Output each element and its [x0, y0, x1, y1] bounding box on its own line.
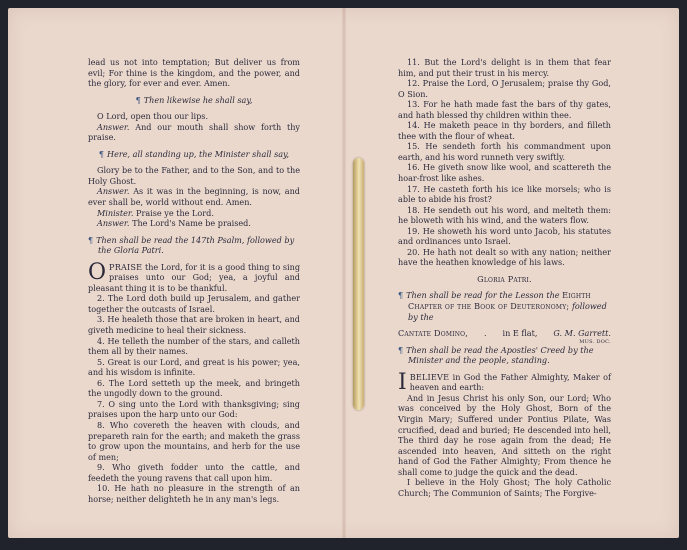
dropcap-o: O: [88, 259, 107, 285]
psalm-verse: 7. O sing unto the Lord with thanksgiving; sing praises upon the harp unto our God:: [88, 398, 300, 420]
composer-degree: MUS. DOC.: [579, 338, 611, 345]
canticle-line: [398, 328, 611, 345]
gloria-patri-heading: Gloria Patri.: [477, 273, 532, 284]
psalm-verse: 8. Who covereth the heaven with clouds, and prepareth rain for the earth; and maketh the grass to grow upon the mountains, and herb for the use of men;: [88, 419, 300, 462]
pilcrow-icon: ¶: [398, 344, 404, 355]
pilcrow-icon: ¶: [398, 290, 404, 301]
minister-line: Minister. Praise ye the Lord.: [97, 207, 214, 218]
psalm-verse: 17. He casteth forth his ice like morsels; who is able to abide his frost?: [398, 183, 611, 205]
answer-line: Answer. The Lord's Name be praised.: [97, 218, 251, 229]
psalm-verse: 2. The Lord doth build up Jerusalem, and gather together the outcasts of Israel.: [88, 293, 300, 314]
creed-holy-ghost: I believe in the Holy Ghost; The holy Catholic Church; The Communion of Saints; The Forgive-: [398, 477, 611, 498]
center-fold: [342, 8, 346, 538]
psalm-verse: 5. Great is our Lord, and great is his power; yea, and his wisdom is infinite.: [88, 356, 300, 378]
creed-opening: IBELIEVE in God the Father Almighty, Maker of heaven and earth:: [398, 369, 611, 395]
psalm-verse: 10. He hath no pleasure in the strength of an horse; neither delighteth he in any man's legs.: [88, 483, 300, 504]
canticle-row: [398, 328, 611, 339]
rubric-lesson: ¶ Then shall be read for the Lesson the Eighth Chapter of the Book of Deuteronomy; followed by the: [398, 290, 607, 322]
lords-prayer-ending: lead us not into temptation; But deliver us from evil; For thine is the kingdom, and the power, and the glory, for ever and ever. Amen.: [88, 57, 300, 89]
psalm-verse-1: OPRAISE the Lord, for it is a good thing to sing praises unto our God; yea, a joyful and pleasant thing it is to be thankful.: [88, 259, 300, 293]
psalm-verse: 20. He hath not dealt so with any nation; neither have the heathen knowledge of his laws.: [398, 246, 611, 268]
psalm-verse: 4. He telleth the number of the stars, and calleth them all by their names.: [88, 335, 300, 357]
psalm-verse: 13. For he hath made fast the bars of thy gates, and hath blessed thy children within thee.: [398, 99, 611, 120]
binding-cord: [353, 158, 364, 410]
psalm-verse: 3. He healeth those that are broken in heart, and giveth medicine to heal their sickness.: [88, 314, 300, 336]
psalm-verse: 12. Praise the Lord, O Jerusalem; praise thy God, O Sion.: [398, 78, 611, 99]
rubric-psalm-147: ¶ Then shall be read the 147th Psalm, followed by the Gloria Patri.: [88, 234, 295, 256]
versicle-open-lips: O Lord, open thou our lips.: [97, 111, 209, 122]
rubric-likewise: ¶ Then likewise he shall say,: [135, 94, 253, 105]
dropcap-i: I: [398, 369, 407, 395]
rubric-standing: ¶ Here, all standing up, the Minister shall say,: [98, 148, 290, 159]
canticle-composer: G. M. Garrett.: [553, 328, 611, 339]
pilcrow-icon: ¶: [88, 234, 94, 245]
creed-son: And in Jesus Christ his only Son, our Lord; Who was conceived by the Holy Ghost, Born of the Virgin Mary; Suffered under Pontius Pilate, Was crucified, dead and buried; He descended into hell, The third day he rose again from the dead; He ascended into heaven, And sitteth on the right hand of God the Father Almighty; From thence he shall come to judge the quick and the dead.: [398, 392, 611, 477]
gloria-response: Answer. As it was in the beginning, is now, and ever shall be, world without end. Amen.: [88, 186, 300, 208]
response-praise: Answer. And our mouth shall show forth thy praise.: [88, 121, 300, 143]
pilcrow-icon: ¶: [135, 94, 141, 105]
psalm-verse: 16. He giveth snow like wool, and scattereth the hoar-frost like ashes.: [398, 162, 611, 184]
rubric-creed: ¶ Then shall be read the Apostles' Creed by the Minister and the people, standing.: [398, 344, 594, 366]
left-page: [88, 57, 300, 504]
psalm-verse: 19. He showeth his word unto Jacob, his statutes and ordinances unto Israel.: [398, 225, 611, 247]
pilcrow-icon: ¶: [98, 148, 105, 159]
psalm-verse: 9. Who giveth fodder unto the cattle, and feedeth the young ravens that call upon him.: [88, 462, 300, 483]
psalm-verse: 6. The Lord setteth up the meek, and bringeth the ungodly down to the ground.: [88, 377, 300, 399]
gloria-versicle: Glory be to the Father, and to the Son, and to the Holy Ghost.: [88, 165, 300, 186]
psalm-verse: 18. He sendeth out his word, and melteth them: he bloweth with his wind, and the waters flow.: [398, 204, 611, 226]
psalm-verse: 15. He sendeth forth his commandment upon earth, and his word runneth very swiftly.: [398, 141, 611, 162]
canticle-dot: .: [484, 328, 487, 339]
psalm-verse: 14. He maketh peace in thy borders, and filleth thee with the flour of wheat.: [398, 120, 611, 141]
canticle-key: in E flat,: [502, 328, 538, 339]
psalm-verse: 11. But the Lord's delight is in them that fear him, and put their trust in his mercy.: [398, 57, 611, 78]
canticle-title: Cantate Domino,: [398, 328, 469, 339]
right-page: [398, 57, 611, 498]
